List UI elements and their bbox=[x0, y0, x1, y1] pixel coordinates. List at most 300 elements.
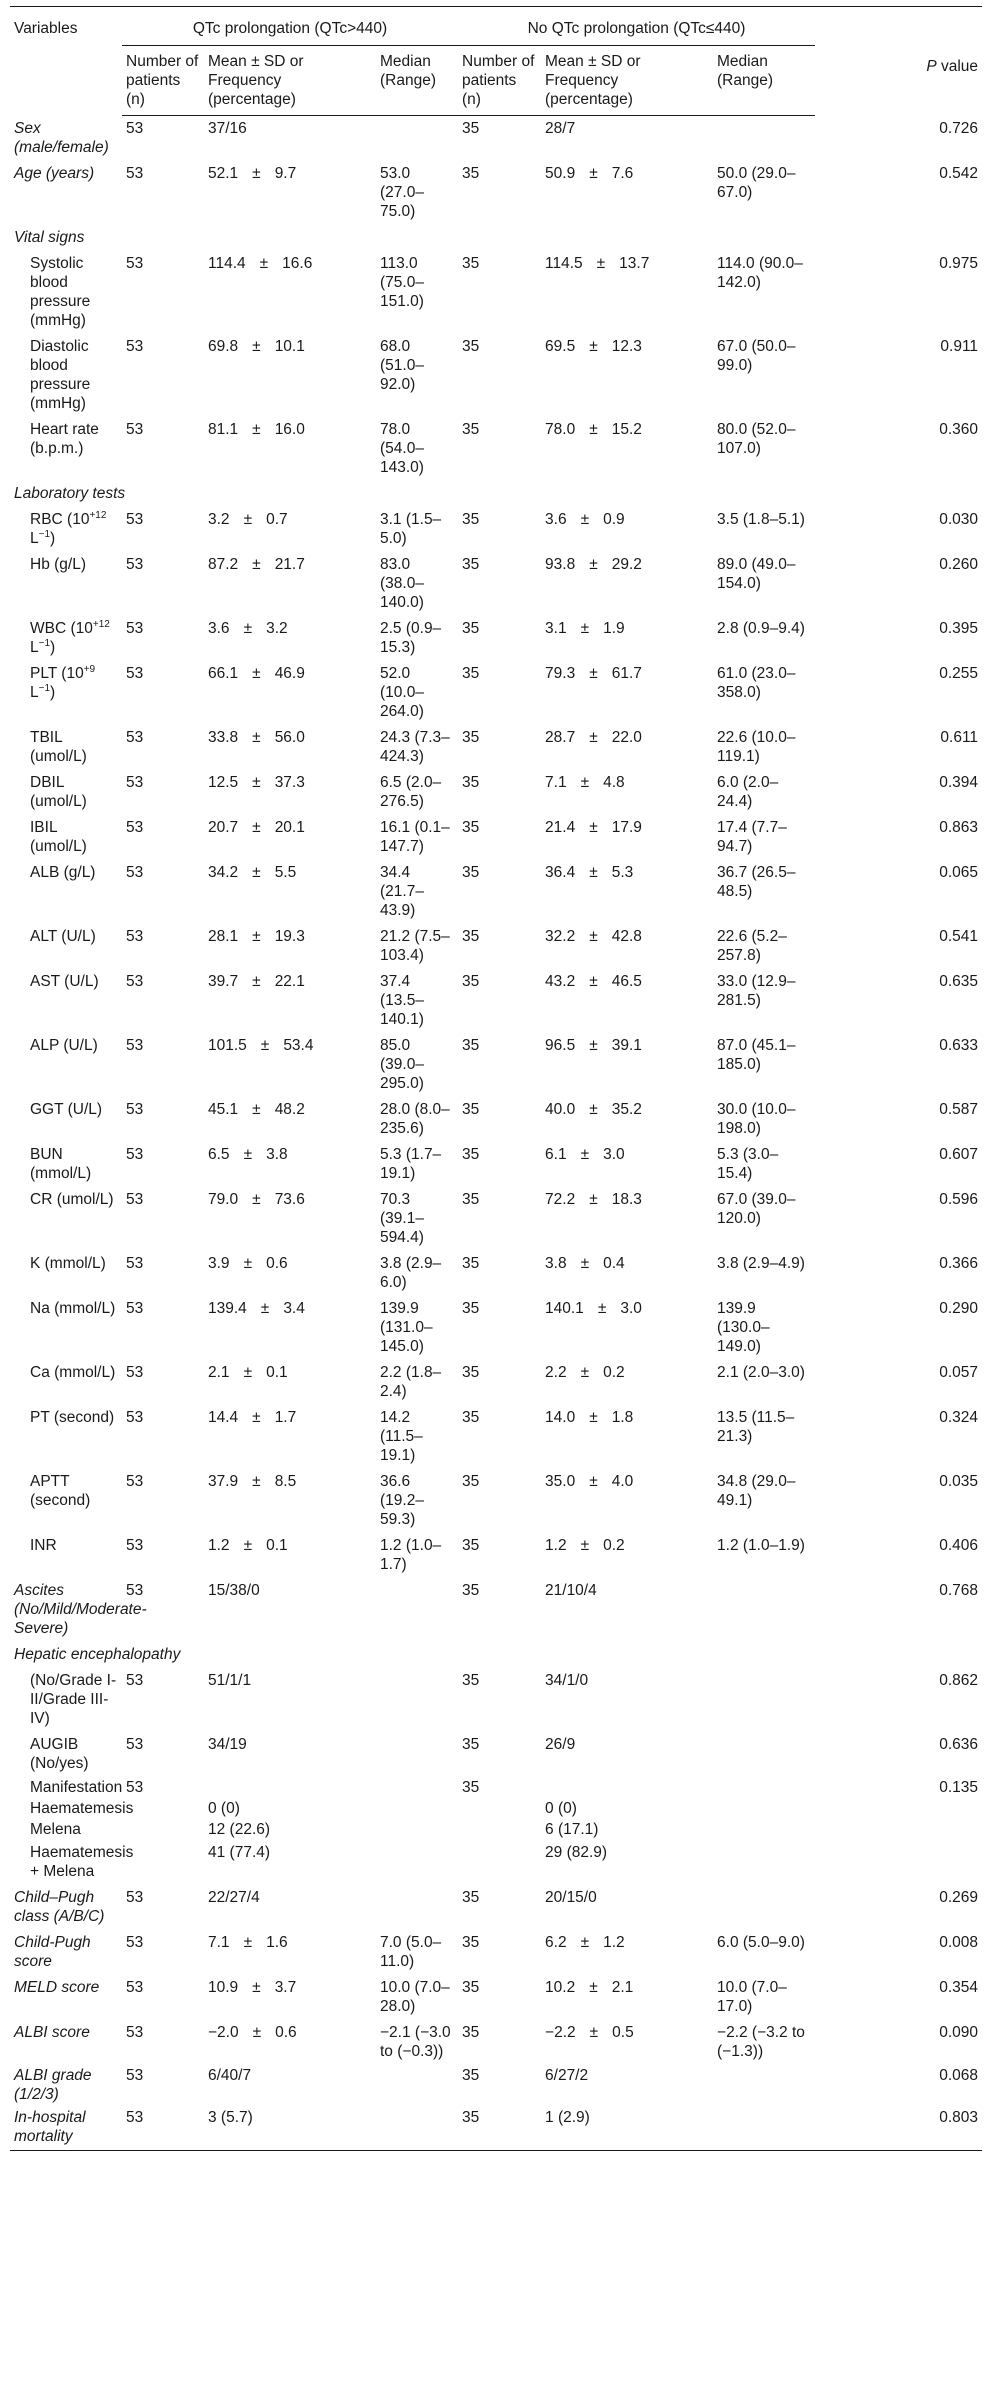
n-b: 35 bbox=[462, 1363, 480, 1381]
p-value: 0.636 bbox=[939, 1735, 979, 1753]
table-row bbox=[10, 815, 982, 860]
median-a bbox=[376, 1798, 458, 1819]
row-label: ALT (U/L) bbox=[30, 927, 96, 945]
median-b: 36.7 (26.5–48.5) bbox=[717, 863, 796, 900]
mean-b: 34/1/0 bbox=[545, 1671, 589, 1689]
row-label: Child–Pugh class (A/B/C) bbox=[14, 1888, 105, 1925]
median-a: 1.2 (1.0–1.7) bbox=[380, 1536, 442, 1573]
table-row bbox=[10, 1360, 982, 1405]
mean-a: 2.1 ± 0.1 bbox=[208, 1363, 288, 1381]
table-row bbox=[10, 552, 982, 616]
mean-a: 33.8 ± 56.0 bbox=[208, 728, 305, 746]
mean-b: 140.1 ± 3.0 bbox=[545, 1299, 642, 1317]
median-a: 7.0 (5.0–11.0) bbox=[380, 1933, 442, 1970]
p-value: 0.406 bbox=[939, 1536, 979, 1554]
p-value: 0.360 bbox=[939, 420, 979, 438]
mean-b: 7.1 ± 4.8 bbox=[545, 773, 625, 791]
row-label: ALP (U/L) bbox=[30, 1036, 98, 1054]
table-row bbox=[10, 616, 982, 661]
row-label: Diastolic blood pressure (mmHg) bbox=[30, 337, 91, 412]
table-row bbox=[10, 251, 982, 334]
n-a: 53 bbox=[126, 120, 144, 137]
n-b bbox=[458, 1840, 541, 1885]
mean-a: 66.1 ± 46.9 bbox=[208, 664, 305, 682]
table-body bbox=[10, 116, 982, 2151]
median-a bbox=[376, 1777, 458, 1798]
n-a: 53 bbox=[126, 728, 144, 746]
n-a: 53 bbox=[126, 2023, 144, 2041]
p-value: 0.911 bbox=[940, 337, 979, 355]
n-a: 53 bbox=[126, 1581, 144, 1599]
p-value: 0.057 bbox=[939, 1363, 979, 1381]
table-row bbox=[10, 2020, 982, 2065]
p-value: 0.255 bbox=[939, 664, 979, 682]
p-value-header: P value bbox=[815, 7, 982, 116]
n-b: 35 bbox=[462, 337, 480, 355]
n-b: 35 bbox=[462, 1100, 480, 1118]
median-b: 10.0 (7.0–17.0) bbox=[717, 1978, 787, 2015]
n-a: 53 bbox=[126, 1299, 144, 1317]
median-b: 22.6 (10.0–119.1) bbox=[717, 728, 796, 765]
mean-b: 21.4 ± 17.9 bbox=[545, 818, 642, 836]
mean-b: 93.8 ± 29.2 bbox=[545, 555, 642, 573]
table-row bbox=[10, 725, 982, 770]
p-value: 0.030 bbox=[939, 510, 979, 528]
median-b bbox=[713, 2065, 815, 2105]
table-row bbox=[10, 1533, 982, 1578]
median-header-b: Median (Range) bbox=[713, 46, 815, 116]
median-a bbox=[376, 1732, 458, 1777]
mean-a: 101.5 ± 53.4 bbox=[208, 1036, 314, 1054]
table-row bbox=[10, 116, 982, 161]
mean-b: −2.2 ± 0.5 bbox=[545, 2023, 634, 2041]
median-a bbox=[376, 1578, 458, 1642]
n-a bbox=[122, 1819, 204, 1840]
p-value: 0.803 bbox=[815, 2105, 982, 2151]
n-a: 53 bbox=[126, 1036, 144, 1054]
median-a: 37.4 (13.5–140.1) bbox=[380, 972, 424, 1028]
mean-a: 22/27/4 bbox=[208, 1888, 260, 1906]
median-b: 1.2 (1.0–1.9) bbox=[717, 1536, 805, 1554]
n-a bbox=[122, 1798, 204, 1819]
median-a bbox=[376, 2065, 458, 2105]
median-b: 13.5 (11.5–21.3) bbox=[717, 1408, 795, 1445]
median-a: 52.0 (10.0–264.0) bbox=[380, 664, 424, 720]
row-label: CR (umol/L) bbox=[30, 1190, 114, 1208]
p-value bbox=[815, 1798, 982, 1819]
median-b bbox=[713, 1777, 815, 1798]
n-a: 53 bbox=[126, 555, 144, 573]
table-row bbox=[10, 1930, 982, 1975]
p-value: 0.611 bbox=[940, 728, 979, 746]
mean-b: 1 (2.9) bbox=[541, 2105, 713, 2151]
mean-a: 10.9 ± 3.7 bbox=[208, 1978, 297, 1996]
mean-b: 3.1 ± 1.9 bbox=[545, 619, 625, 637]
median-a: 68.0 (51.0–92.0) bbox=[380, 337, 424, 393]
median-a: 83.0 (38.0–140.0) bbox=[380, 555, 424, 611]
median-a bbox=[376, 1819, 458, 1840]
median-a: 78.0 (54.0–143.0) bbox=[380, 420, 424, 476]
median-a: 53.0 (27.0–75.0) bbox=[380, 164, 424, 220]
mean-a: 6/40/7 bbox=[208, 2066, 252, 2084]
n-a: 53 bbox=[126, 773, 144, 791]
n-b: 35 bbox=[462, 664, 480, 682]
median-b bbox=[713, 2105, 815, 2151]
n-b: 35 bbox=[458, 2105, 541, 2151]
median-a bbox=[376, 116, 458, 161]
table-row bbox=[10, 1642, 982, 1668]
median-b: 33.0 (12.9–281.5) bbox=[717, 972, 796, 1009]
mean-a: 45.1 ± 48.2 bbox=[208, 1100, 305, 1118]
mean-b: 40.0 ± 35.2 bbox=[545, 1100, 642, 1118]
n-a: 53 bbox=[126, 164, 144, 182]
n-a: 53 bbox=[126, 1363, 144, 1381]
table-row bbox=[10, 969, 982, 1033]
mean-a: 7.1 ± 1.6 bbox=[208, 1933, 288, 1951]
median-b bbox=[713, 1885, 815, 1930]
mean-a: −2.0 ± 0.6 bbox=[208, 2023, 297, 2041]
median-a: 14.2 (11.5–19.1) bbox=[380, 1408, 423, 1464]
median-b: 30.0 (10.0–198.0) bbox=[717, 1100, 796, 1137]
n-b: 35 bbox=[462, 1978, 480, 1996]
p-value: 0.607 bbox=[939, 1145, 979, 1163]
median-a: 5.3 (1.7–19.1) bbox=[380, 1145, 442, 1182]
section-label: Hepatic encephalopathy bbox=[14, 1645, 181, 1663]
n-a: 53 bbox=[126, 510, 144, 528]
n-b: 35 bbox=[462, 420, 480, 438]
p-value: 0.541 bbox=[939, 927, 979, 945]
mean-b: 6.2 ± 1.2 bbox=[545, 1933, 625, 1951]
row-label: Ascites (No/Mild/Moderate-Severe) bbox=[14, 1581, 147, 1637]
mean-a: 3.9 ± 0.6 bbox=[208, 1254, 288, 1272]
row-label: ALB (g/L) bbox=[30, 863, 96, 881]
n-b: 35 bbox=[462, 972, 480, 990]
section-label: Vital signs bbox=[14, 228, 85, 246]
n-a: 53 bbox=[126, 1254, 144, 1272]
n-b: 35 bbox=[462, 1933, 480, 1951]
p-value: 0.090 bbox=[939, 2023, 979, 2041]
table-row bbox=[10, 1975, 982, 2020]
mean-a: 12.5 ± 37.3 bbox=[208, 773, 305, 791]
n-a: 53 bbox=[126, 420, 144, 438]
p-value: 0.596 bbox=[939, 1190, 979, 1208]
p-value: 0.862 bbox=[939, 1671, 979, 1689]
n-b bbox=[458, 1819, 541, 1840]
n-b: 35 bbox=[462, 1778, 480, 1796]
table-row bbox=[10, 1142, 982, 1187]
median-b: 5.3 (3.0–15.4) bbox=[717, 1145, 779, 1182]
mean-b: 6/27/2 bbox=[545, 2066, 589, 2084]
n-b: 35 bbox=[462, 1408, 480, 1426]
row-label: PLT ($10^{+9}$ $L^{-1}$) bbox=[30, 663, 96, 701]
table-row bbox=[10, 2065, 982, 2105]
mean-a: 41 (77.4) bbox=[208, 1843, 271, 1861]
median-a bbox=[376, 1840, 458, 1885]
n-b: 35 bbox=[462, 1888, 480, 1906]
n-b: 35 bbox=[462, 773, 480, 791]
table-row bbox=[10, 225, 982, 251]
p-value: 0.065 bbox=[939, 863, 979, 881]
median-b bbox=[713, 1732, 815, 1777]
p-value bbox=[815, 1819, 982, 1840]
table-row bbox=[10, 1819, 982, 1840]
p-value bbox=[815, 1840, 982, 1885]
mean-b: 32.2 ± 42.8 bbox=[545, 927, 642, 945]
row-label: DBIL (umol/L) bbox=[30, 773, 87, 810]
median-a: 3.8 (2.9–6.0) bbox=[380, 1254, 442, 1291]
median-b: 2.8 (0.9–9.4) bbox=[717, 619, 805, 637]
mean-a: 37.9 ± 8.5 bbox=[208, 1472, 297, 1490]
table-row bbox=[10, 161, 982, 225]
mean-b: 3.6 ± 0.9 bbox=[545, 510, 625, 528]
row-label: In-hospital mortality bbox=[10, 2105, 122, 2151]
table-row bbox=[10, 2105, 982, 2151]
mean-b: 14.0 ± 1.8 bbox=[545, 1408, 634, 1426]
median-b: 114.0 (90.0–142.0) bbox=[717, 254, 803, 291]
n-b: 35 bbox=[462, 818, 480, 836]
row-label: GGT (U/L) bbox=[30, 1100, 103, 1118]
mean-a: 1.2 ± 0.1 bbox=[208, 1536, 288, 1554]
median-b: 6.0 (5.0–9.0) bbox=[717, 1933, 805, 1951]
p-value: 0.068 bbox=[939, 2066, 979, 2084]
mean-a: 69.8 ± 10.1 bbox=[208, 337, 305, 355]
p-value: 0.135 bbox=[939, 1778, 979, 1796]
n-b: 35 bbox=[462, 2023, 480, 2041]
median-b: 34.8 (29.0–49.1) bbox=[717, 1472, 796, 1509]
mean-header-a: Mean ± SD or Frequency (percentage) bbox=[204, 46, 376, 116]
mean-b: 114.5 ± 13.7 bbox=[545, 254, 650, 272]
n-b: 35 bbox=[462, 1671, 480, 1689]
row-label: Ca (mmol/L) bbox=[30, 1363, 116, 1381]
p-value: 0.863 bbox=[939, 818, 979, 836]
mean-b: 28.7 ± 22.0 bbox=[545, 728, 642, 746]
mean-a: 34/19 bbox=[208, 1735, 247, 1753]
row-label: IBIL (umol/L) bbox=[30, 818, 87, 855]
mean-header-b: Mean ± SD or Frequency (percentage) bbox=[541, 46, 713, 116]
median-a bbox=[376, 1885, 458, 1930]
median-a: 2.5 (0.9–15.3) bbox=[380, 619, 442, 656]
p-value: 0.635 bbox=[939, 972, 979, 990]
row-label: Haematemesis + Melena bbox=[30, 1843, 134, 1880]
p-value: 0.395 bbox=[939, 619, 979, 637]
n-a: 53 bbox=[126, 254, 144, 272]
n-a: 53 bbox=[126, 1145, 144, 1163]
n-a: 53 bbox=[126, 1888, 144, 1906]
median-a: 6.5 (2.0–276.5) bbox=[380, 773, 442, 810]
n-b bbox=[458, 1798, 541, 1819]
n-a: 53 bbox=[126, 2066, 144, 2084]
n-b: 35 bbox=[462, 510, 480, 528]
table-row bbox=[10, 481, 982, 507]
table-row bbox=[10, 1405, 982, 1469]
n-a: 53 bbox=[126, 1408, 144, 1426]
n-a bbox=[122, 1840, 204, 1885]
mean-b: 28/7 bbox=[545, 120, 576, 137]
table-container bbox=[10, 6, 982, 2151]
median-header-a: Median (Range) bbox=[376, 46, 458, 116]
variables-header: Variables bbox=[10, 7, 122, 116]
n-b: 35 bbox=[462, 1190, 480, 1208]
median-b: 89.0 (49.0–154.0) bbox=[717, 555, 796, 592]
n-b: 35 bbox=[462, 1735, 480, 1753]
p-value: 0.366 bbox=[939, 1254, 979, 1272]
n-a: 53 bbox=[126, 1778, 144, 1796]
n-b: 35 bbox=[462, 927, 480, 945]
mean-a bbox=[204, 1777, 376, 1798]
mean-a: 34.2 ± 5.5 bbox=[208, 863, 297, 881]
row-label: Systolic blood pressure (mmHg) bbox=[30, 254, 91, 329]
row-label: Child-Pugh score bbox=[14, 1933, 91, 1970]
row-label: AST (U/L) bbox=[30, 972, 99, 990]
n-b: 35 bbox=[462, 1145, 480, 1163]
n-b: 35 bbox=[462, 164, 480, 182]
table-row bbox=[10, 661, 982, 725]
mean-b: 43.2 ± 46.5 bbox=[545, 972, 642, 990]
mean-a: 81.1 ± 16.0 bbox=[208, 420, 305, 438]
mean-b: 50.9 ± 7.6 bbox=[545, 164, 634, 182]
group-b-header: No QTc prolongation (QTc≤440) bbox=[458, 7, 815, 46]
table-row bbox=[10, 1798, 982, 1819]
row-label: Hb (g/L) bbox=[30, 555, 86, 573]
median-a: 10.0 (7.0–28.0) bbox=[380, 1978, 450, 2015]
table-row bbox=[10, 1885, 982, 1930]
median-b bbox=[713, 1819, 815, 1840]
n-b: 35 bbox=[462, 1299, 480, 1317]
p-value: 0.394 bbox=[939, 773, 979, 791]
n-b: 35 bbox=[462, 1472, 480, 1490]
median-b: 139.9 (130.0–149.0) bbox=[717, 1299, 770, 1355]
mean-b: 1.2 ± 0.2 bbox=[545, 1536, 625, 1554]
median-b: 87.0 (45.1–185.0) bbox=[717, 1036, 796, 1073]
table-row bbox=[10, 1840, 982, 1885]
mean-b: 69.5 ± 12.3 bbox=[545, 337, 642, 355]
row-label: BUN (mmol/L) bbox=[30, 1145, 92, 1182]
mean-a: 79.0 ± 73.6 bbox=[208, 1190, 305, 1208]
mean-b: 6.1 ± 3.0 bbox=[545, 1145, 625, 1163]
n-b: 35 bbox=[462, 1581, 480, 1599]
table-row bbox=[10, 1251, 982, 1296]
mean-b: 79.3 ± 61.7 bbox=[545, 664, 642, 682]
n-a: 53 bbox=[126, 1100, 144, 1118]
section-label: Laboratory tests bbox=[14, 484, 126, 502]
median-b bbox=[713, 1578, 815, 1642]
mean-a: 139.4 ± 3.4 bbox=[208, 1299, 305, 1317]
p-value: 0.290 bbox=[939, 1299, 979, 1317]
n-a: 53 bbox=[126, 1536, 144, 1554]
n-b: 35 bbox=[462, 1036, 480, 1054]
table-row bbox=[10, 1469, 982, 1533]
row-label: MELD score bbox=[14, 1978, 100, 1996]
p-value: 0.354 bbox=[939, 1978, 979, 1996]
mean-b: 72.2 ± 18.3 bbox=[545, 1190, 642, 1208]
median-b: 2.1 (2.0–3.0) bbox=[717, 1363, 805, 1381]
table-row bbox=[10, 417, 982, 481]
mean-b: 36.4 ± 5.3 bbox=[545, 863, 634, 881]
n-b: 35 bbox=[462, 120, 480, 137]
p-value: 0.768 bbox=[939, 1581, 979, 1599]
row-label: ALBI score bbox=[14, 2023, 90, 2041]
p-value: 0.975 bbox=[939, 254, 979, 272]
table-row bbox=[10, 1033, 982, 1097]
median-a: 85.0 (39.0–295.0) bbox=[380, 1036, 424, 1092]
table-row bbox=[10, 1097, 982, 1142]
n-a: 53 bbox=[126, 664, 144, 682]
n-a: 53 bbox=[126, 863, 144, 881]
row-label: AUGIB (No/yes) bbox=[30, 1735, 89, 1772]
n-b: 35 bbox=[462, 619, 480, 637]
n-b: 35 bbox=[462, 2066, 480, 2084]
p-value: 0.035 bbox=[939, 1472, 979, 1490]
n-a: 53 bbox=[126, 1472, 144, 1490]
mean-a: 87.2 ± 21.7 bbox=[208, 555, 305, 573]
mean-a: 114.4 ± 16.6 bbox=[208, 254, 313, 272]
mean-a: 52.1 ± 9.7 bbox=[208, 164, 297, 182]
row-label: Na (mmol/L) bbox=[30, 1299, 116, 1317]
mean-b: 78.0 ± 15.2 bbox=[545, 420, 642, 438]
n-a: 53 bbox=[126, 619, 144, 637]
mean-a: 51/1/1 bbox=[208, 1671, 252, 1689]
median-a: 70.3 (39.1–594.4) bbox=[380, 1190, 424, 1246]
n-a: 53 bbox=[126, 337, 144, 355]
median-b: 67.0 (50.0–99.0) bbox=[717, 337, 796, 374]
median-b: 6.0 (2.0–24.4) bbox=[717, 773, 779, 810]
row-label: Heart rate (b.p.m.) bbox=[30, 420, 99, 457]
mean-b: 3.8 ± 0.4 bbox=[545, 1254, 625, 1272]
p-value: 0.260 bbox=[939, 555, 979, 573]
row-label: Sex (male/female) bbox=[14, 119, 109, 156]
mean-a: 3.6 ± 3.2 bbox=[208, 619, 288, 637]
p-value: 0.324 bbox=[939, 1408, 979, 1426]
row-label: PT (second) bbox=[30, 1408, 115, 1426]
median-b bbox=[713, 1798, 815, 1819]
n-a: 53 bbox=[126, 1735, 144, 1753]
median-b bbox=[713, 1840, 815, 1885]
median-a bbox=[376, 1668, 458, 1732]
median-b: 17.4 (7.7–94.7) bbox=[717, 818, 787, 855]
mean-b: 35.0 ± 4.0 bbox=[545, 1472, 634, 1490]
n-header-a: Number of patients (n) bbox=[122, 46, 204, 116]
n-b: 35 bbox=[462, 254, 480, 272]
mean-a: 0 (0) bbox=[208, 1799, 240, 1817]
median-a: 28.0 (8.0–235.6) bbox=[380, 1100, 450, 1137]
n-a: 53 bbox=[126, 1190, 144, 1208]
table-row bbox=[10, 860, 982, 924]
n-b: 35 bbox=[462, 555, 480, 573]
median-a: −2.1 (−3.0 to (−0.3)) bbox=[380, 2023, 451, 2060]
median-b bbox=[713, 116, 815, 161]
row-label: K (mmol/L) bbox=[30, 1254, 106, 1272]
n-a: 53 bbox=[126, 927, 144, 945]
mean-b: 10.2 ± 2.1 bbox=[545, 1978, 634, 1996]
median-a bbox=[376, 2105, 458, 2151]
mean-a: 12 (22.6) bbox=[208, 1820, 271, 1838]
mean-b: 2.2 ± 0.2 bbox=[545, 1363, 625, 1381]
table-row bbox=[10, 1578, 982, 1642]
mean-a: 39.7 ± 22.1 bbox=[208, 972, 305, 990]
mean-b: 21/10/4 bbox=[545, 1581, 597, 1599]
median-a: 16.1 (0.1–147.7) bbox=[380, 818, 450, 855]
row-label: Manifestation bbox=[30, 1778, 123, 1796]
row-label: RBC ($10^{+12}$ $L^{-1}$) bbox=[30, 509, 107, 547]
qtc-comparison-table bbox=[10, 6, 982, 2151]
p-value: 0.726 bbox=[939, 119, 979, 137]
n-b: 35 bbox=[462, 863, 480, 881]
row-label: TBIL (umol/L) bbox=[30, 728, 87, 765]
table-row bbox=[10, 1668, 982, 1732]
p-value: 0.633 bbox=[939, 1036, 979, 1054]
n-a: 53 bbox=[126, 972, 144, 990]
median-b: 80.0 (52.0–107.0) bbox=[717, 420, 796, 457]
